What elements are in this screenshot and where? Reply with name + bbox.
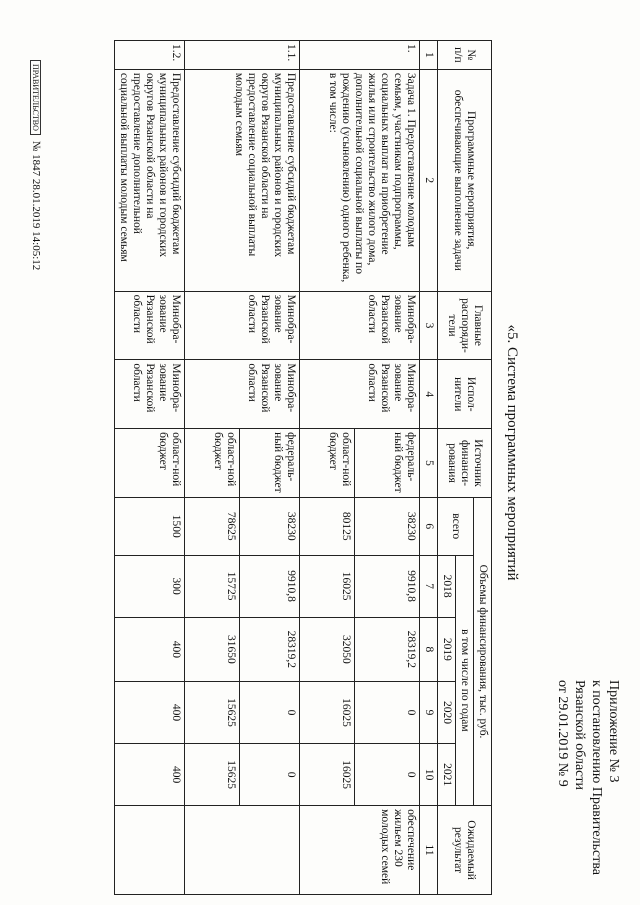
row-result xyxy=(185,806,300,895)
table-row xyxy=(115,41,185,895)
row-2018: 16025 xyxy=(300,555,355,617)
row-text: Предоставление субсидий бюджетам муниципальных районов и городских округов Рязанской области на предоставление социальной выплаты молодым семьям xyxy=(185,69,300,291)
row-2020: 400 xyxy=(115,681,185,743)
registration-stamp xyxy=(30,60,42,270)
row-no: 1.1. xyxy=(185,41,300,70)
row-manager: Минобра-зование Рязанской области xyxy=(300,291,420,360)
row-2021: 400 xyxy=(115,744,185,806)
row-total: 80125 xyxy=(300,497,355,555)
header-total: всего xyxy=(438,497,474,555)
row-2021: 16025 xyxy=(300,744,355,806)
row-result: обеспечение жильем 230 молодых семей xyxy=(300,806,420,895)
row-source: федераль-ный бюджет xyxy=(355,429,420,498)
header-financing: Объемы финансирования, тыс. руб. xyxy=(474,497,492,805)
row-executor: Минобра-зование Рязанской области xyxy=(300,360,420,429)
row-2021: 0 xyxy=(355,744,420,806)
row-2020: 0 xyxy=(355,681,420,743)
row-2020: 0 xyxy=(240,681,300,743)
row-2018: 9910,8 xyxy=(240,555,300,617)
row-total: 78625 xyxy=(185,497,240,555)
col-number: 4 xyxy=(420,360,438,429)
stamp-text: № 1847 28.01.2019 14:05:12 xyxy=(30,140,42,271)
row-2021: 15625 xyxy=(185,744,240,806)
header-managers: Главные распоряди-тели xyxy=(438,291,492,360)
row-2020: 16025 xyxy=(300,681,355,743)
row-manager: Минобра-зование Рязанской области xyxy=(185,291,300,360)
col-number: 9 xyxy=(420,681,438,743)
col-number: 2 xyxy=(420,69,438,291)
row-manager: Минобра-зование Рязанской области xyxy=(115,291,185,360)
header-year: 2020 xyxy=(438,681,456,743)
header-line: Приложение № 3 xyxy=(606,679,621,783)
row-2019: 31650 xyxy=(185,617,240,681)
table-row xyxy=(240,41,300,895)
header-line: Рязанской области xyxy=(572,679,587,790)
row-executor: Минобра-зование Рязанской области xyxy=(185,360,300,429)
col-number: 5 xyxy=(420,429,438,498)
stamp-box: ПРАВИТЕЛЬСТВО xyxy=(30,60,41,135)
header-no: № п/п xyxy=(438,41,492,70)
header-year: 2021 xyxy=(438,744,456,806)
table-row xyxy=(355,41,420,895)
row-source: област-ной бюджет xyxy=(185,429,240,498)
row-2020: 15625 xyxy=(185,681,240,743)
header-line: к постановлению Правительства xyxy=(589,679,604,875)
row-text: Предоставление субсидий бюджетам муниципальных районов и городских округов Рязанской области на предоставление дополнительной социальной выплаты молодым семьям xyxy=(115,69,185,291)
row-no: 1.2. xyxy=(115,41,185,70)
row-2018: 300 xyxy=(115,555,185,617)
header-result: Ожидаемый результат xyxy=(438,806,492,895)
measures-table xyxy=(114,40,492,895)
row-2019: 32050 xyxy=(300,617,355,681)
row-task-text: Задача 1. Предоставление молодым семьям, участникам подпрограммы, социальных выплат на приобретение жилья или строительство жилого дома, дополнительной социальной выплаты по рождению (усыновлению) одного ребенка, xyxy=(340,72,417,283)
row-text xyxy=(300,69,420,291)
header-line: от 29.01.2019 № 9 xyxy=(555,679,570,787)
col-number: 10 xyxy=(420,744,438,806)
row-2021: 0 xyxy=(240,744,300,806)
row-source: федераль-ный бюджет xyxy=(240,429,300,498)
col-number: 8 xyxy=(420,617,438,681)
header-by-years: в том числе по годам xyxy=(456,555,474,806)
row-executor: Минобра-зование Рязанской области xyxy=(115,360,185,429)
col-number: 7 xyxy=(420,555,438,617)
row-total: 1500 xyxy=(115,497,185,555)
col-number: 3 xyxy=(420,291,438,360)
header-measures: Программные мероприятия, обеспечивающие выполнение задачи xyxy=(438,69,492,291)
header-source: Источник финанси-рования xyxy=(438,429,492,498)
row-2019: 28319,2 xyxy=(355,617,420,681)
row-2019: 400 xyxy=(115,617,185,681)
appendix-header xyxy=(554,680,622,875)
section-title: «5. Система программных мероприятий xyxy=(504,324,520,581)
header-executors: Испол-нители xyxy=(438,360,492,429)
row-source: област-ной бюджет xyxy=(300,429,355,498)
col-number: 11 xyxy=(420,806,438,895)
row-total: 38230 xyxy=(355,497,420,555)
column-number-row xyxy=(420,41,438,895)
col-number: 1 xyxy=(420,41,438,70)
header-year: 2018 xyxy=(438,555,456,617)
header-year: 2019 xyxy=(438,617,456,681)
row-2018: 9910,8 xyxy=(355,555,420,617)
row-2018: 15725 xyxy=(185,555,240,617)
row-total: 38230 xyxy=(240,497,300,555)
row-result xyxy=(115,806,185,895)
row-task-subtext: в том числе: xyxy=(327,72,339,133)
row-2019: 28319,2 xyxy=(240,617,300,681)
row-source: област-ной бюджет xyxy=(115,429,185,498)
col-number: 6 xyxy=(420,497,438,555)
row-no: 1. xyxy=(300,41,420,70)
